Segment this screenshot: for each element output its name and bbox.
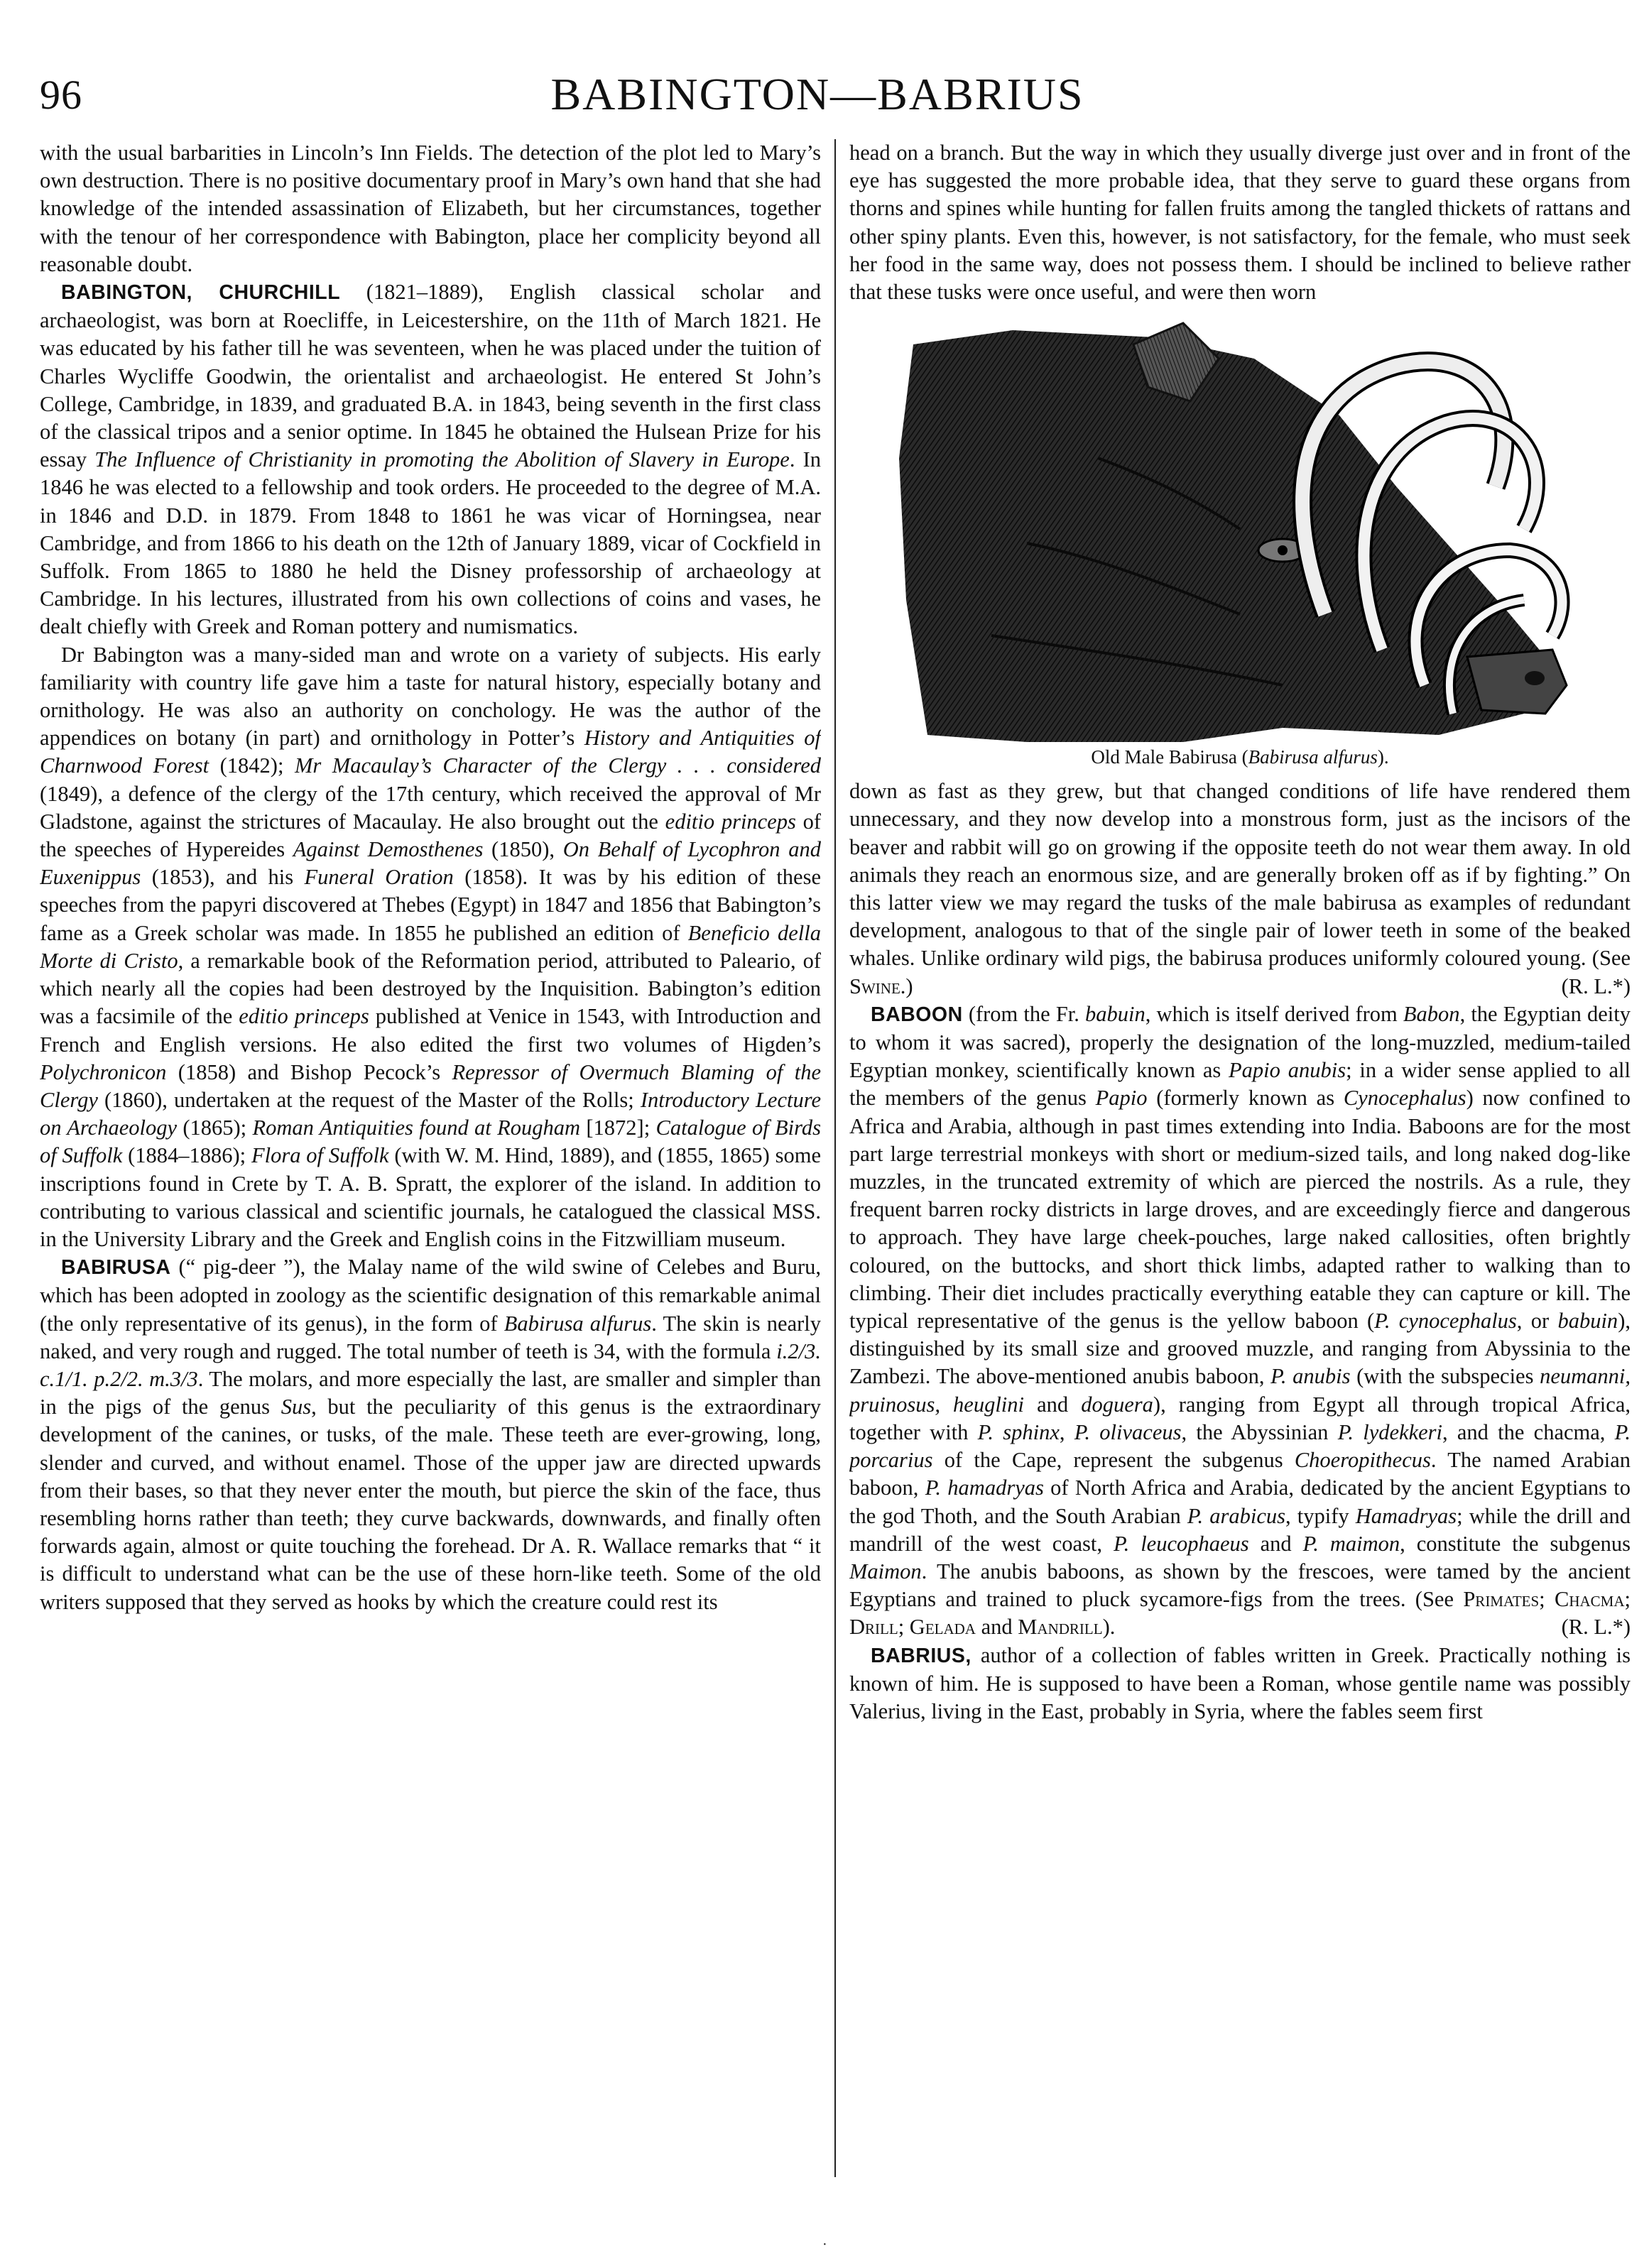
left-column xyxy=(40,139,821,2184)
headword-baboon: BABOON xyxy=(871,1003,963,1026)
dental-formula: i.2/3. c.1/1. p.2/2. m.3/3 xyxy=(40,1339,821,1391)
headword-babrius: BABRIUS, xyxy=(871,1644,972,1667)
column-divider xyxy=(834,139,836,2177)
headword-babirusa: BABIRUSA xyxy=(61,1256,171,1280)
paragraph-babirusa-conclusion: down as fast as they grew, but that changed conditions of life have rendered them unnecessary, and they now develop into a monstrous form, just as the incisors of the beaver and rabbit will go on growing if the opposite teeth do not wear them away. In old animals they reach an enormous size, and are generally broken off as if by fighting.” On this latter view we may regard the tusks of the male babirusa as examples of redundant development, analogous to that of the single pair of lower teeth in some of the beaked whales. Unlike ordinary wild pigs, the babirusa produces uniformly coloured young. (See Swine.) (R. L.*) xyxy=(849,778,1631,1001)
entry-babington: BABINGTON, CHURCHILL (1821–1889), English classical scholar and archaeologist, was born at Roecliffe, in Leicestershire, on the 11th of March 1821. He was educated by his father till he was seventeen, when he was placed under the tuition of Charles Wycliffe Goodwin, the orientalist and archaeologist. He entered St John’s College, Cambridge, in 1839, and graduated B.A. in 1843, being seventh in the first class of the classical tripos and a senior optime. In 1845 he obtained the Hulsean Prize for his essay The Influence of Christianity in promoting the Abolition of Slavery in Europe. In 1846 he was elected to a fellowship and took orders. He proceeded to the degree of M.A. in 1846 and D.D. in 1879. From 1848 to 1861 he was vicar of Horningsea, near Cambridge, and from 1866 to his death on the 12th of January 1889, vicar of Cockfield in Suffolk. From 1865 to 1880 he held the Disney professorship of archaeology at Cambridge. In his lectures, illustrated from his own collections of coins and vases, he dealt chiefly with Greek and Roman pottery and numismatics. xyxy=(40,280,821,639)
paragraph-continued-quote: head on a branch. But the way in which they usually diverge just over and in front of the eye has suggested the more probable idea, that they serve to guard these organs from thorns and spines while hunting for fallen fruits among the tangled thickets of rattans and other spiny plants. Even this, however, is not satisfactory, for the female, who must seek her food in the same way, does not possess them. I should be inclined to believe rather that these tusks were once useful, and were then worn xyxy=(849,141,1631,305)
entry-baboon: BABOON (from the Fr. babuin, which is itself derived from Babon, the Egyptian deity to whom it was sacred), properly the designation of the long-muzzled, medium-tailed Egyptian monkey, scientifically known as Papio anubis; in a wider sense applied to all the members of the genus Papio (formerly known as Cynocephalus) now confined to Africa and Arabia, although in past times extending into India. Baboons are for the most part large terrestrial monkeys with short or medium-sized tails, and long naked dog-like muzzles, in the truncated extremity of which are pierced the nostrils. As a rule, they frequent barren rocky districts in large droves, and are exceedingly fierce and dangerous to approach. They have large cheek-pouches, large naked callosities, often brightly coloured, on the buttocks, and short thick limbs, adapted rather to walking than to climbing. Their diet includes practically everything eatable they can capture or kill. The typical representative of the genus is the yellow baboon (P. cynocephalus, or babuin), distinguished by its small size and grooved muzzle, and ranging from Abyssinia to the Zambezi. The above-mentioned anubis baboon, P. anubis (with the subspecies neumanni, pruinosus, heuglini and doguera), ranging from Egypt all through tropical Africa, together with P. sphinx, P. olivaceus, the Abyssinian P. lydekkeri, and the chacma, P. porcarius of the Cape, represent the subgenus Choeropithecus. The named Arabian baboon, P. hamadryas of North Africa and Arabia, dedicated by the ancient Egyptians to the god Thoth, and the South Arabian P. arabicus, typify Hamadryas; while the drill and mandrill of the west coast, P. leucophaeus and P. maimon, constitute the subgenus Maimon. The anubis baboons, as shown by the frescoes, were tamed by the ancient Egyptians and trained to pluck sycamore-figs from the trees. (See Primates; Chacma; Drill; Gelada and Mandrill). (R. L.*) xyxy=(849,1001,1631,1642)
author-signature: (R. L.*) xyxy=(1561,1615,1631,1640)
babirusa-figure xyxy=(849,316,1631,769)
author-signature: (R. L.*) xyxy=(1561,974,1631,998)
running-head: BABINGTON—BABRIUS xyxy=(550,69,1084,119)
page-number: 96 xyxy=(40,72,82,118)
entry-babrius: BABRIUS, author of a collection of fables written in Greek. Practically nothing is known of him. He is supposed to have been a Roman, whose gentile name was possibly Valerius, living in the East, probably in Syria, where the fables seem first xyxy=(849,1642,1631,1723)
paragraph-babington-works: Dr Babington was a many-sided man and wrote on a variety of subjects. His early familiarity with country life gave him a taste for natural history, especially botany and ornithology. He was also an authority on conchology. He was the author of the appendices on botany (in part) and ornithology in Potter’s History and Antiquities of Charnwood Forest (1842); Mr Macaulay’s Character of the Clergy . . . considered (1849), a defence of the clergy of the 17th century, which received the approval of Mr Gladstone, against the strictures of Macaulay. He also brought out the editio princeps of the speeches of Hypereides Against Demosthenes (1850), On Behalf of Lycophron and Euxenippus (1853), and his Funeral Oration (1858). It was by his edition of these speeches from the papyri discovered at Thebes (Egypt) in 1847 and 1856 that Babington’s fame as a Greek scholar was made. In 1855 he published an edition of Beneficio della Morte di Cristo, a remarkable book of the Reformation period, attributed to Paleario, of which nearly all the copies had been destroyed by the Inquisition. Babington’s edition was a facsimile of the editio princeps published at Venice in 1543, with Introduction and French and English versions. He also edited the first two volumes of Higden’s Polychronicon (1858) and Bishop Pecock’s Repressor of Overmuch Blaming of the Clergy (1860), undertaken at the request of the Master of the Rolls; Introductory Lecture on Archaeology (1865); Roman Antiquities found at Rougham [1872]; Catalogue of Birds of Suffolk (1884–1886); Flora of Suffolk (with W. M. Hind, 1889), and (1855, 1865) some inscriptions found in Crete by T. A. B. Spratt, the explorer of the island. In addition to contributing to various classical and scientific journals, he catalogued the classical MSS. in the University Library and the Greek and English coins in the Fitzwilliam museum. xyxy=(40,642,821,1251)
figure-caption: Old Male Babirusa (Babirusa alfurus). xyxy=(1091,746,1389,768)
entry-babirusa: BABIRUSA (“ pig-deer ”), the Malay name of the wild swine of Celebes and Buru, which has been adopted in zoology as the scientific designation of this remarkable animal (the only representative of its genus), in the form of Babirusa alfurus. The skin is nearly naked, and very rough and rugged. The total number of teeth is 34, with the formula i.2/3. c.1/1. p.2/2. m.3/3. The molars, and more especially the last, are smaller and simpler than in the pigs of the genus Sus, but the peculiarity of this genus is the extraordinary development of the canines, or tusks, of the male. These teeth are ever-growing, long, slender and curved, and without enamel. Those of the upper jaw are directed upwards from their bases, so that they never enter the mouth, but pierce the skin of the face, thus resembling horns rather than teeth; they curve backwards, downwards, and finally often forwards again, almost or quite touching the forehead. Dr A. R. Wallace remarks that “ it is difficult to understand what can be the use of these horn-like teeth. Some of the old writers supposed that they served as hooks by which the creature could rest its xyxy=(40,1255,821,1614)
right-column xyxy=(849,139,1631,2184)
paragraph-continued: with the usual barbarities in Lincoln’s Inn Fields. The detection of the plot led to Mary’s own destruction. There is no positive documentary proof in Mary’s own hand that she had knowledge of the intended assassination of Elizabeth, but her circumstances, together with the tenour of her correspondence with Babington, place her complicity beyond all reasonable doubt. xyxy=(40,141,821,276)
headword-babington: BABINGTON, CHURCHILL xyxy=(61,281,341,305)
page-header xyxy=(40,68,1595,139)
signature-mark: · xyxy=(822,2237,827,2252)
babirusa-engraving xyxy=(885,316,1595,742)
